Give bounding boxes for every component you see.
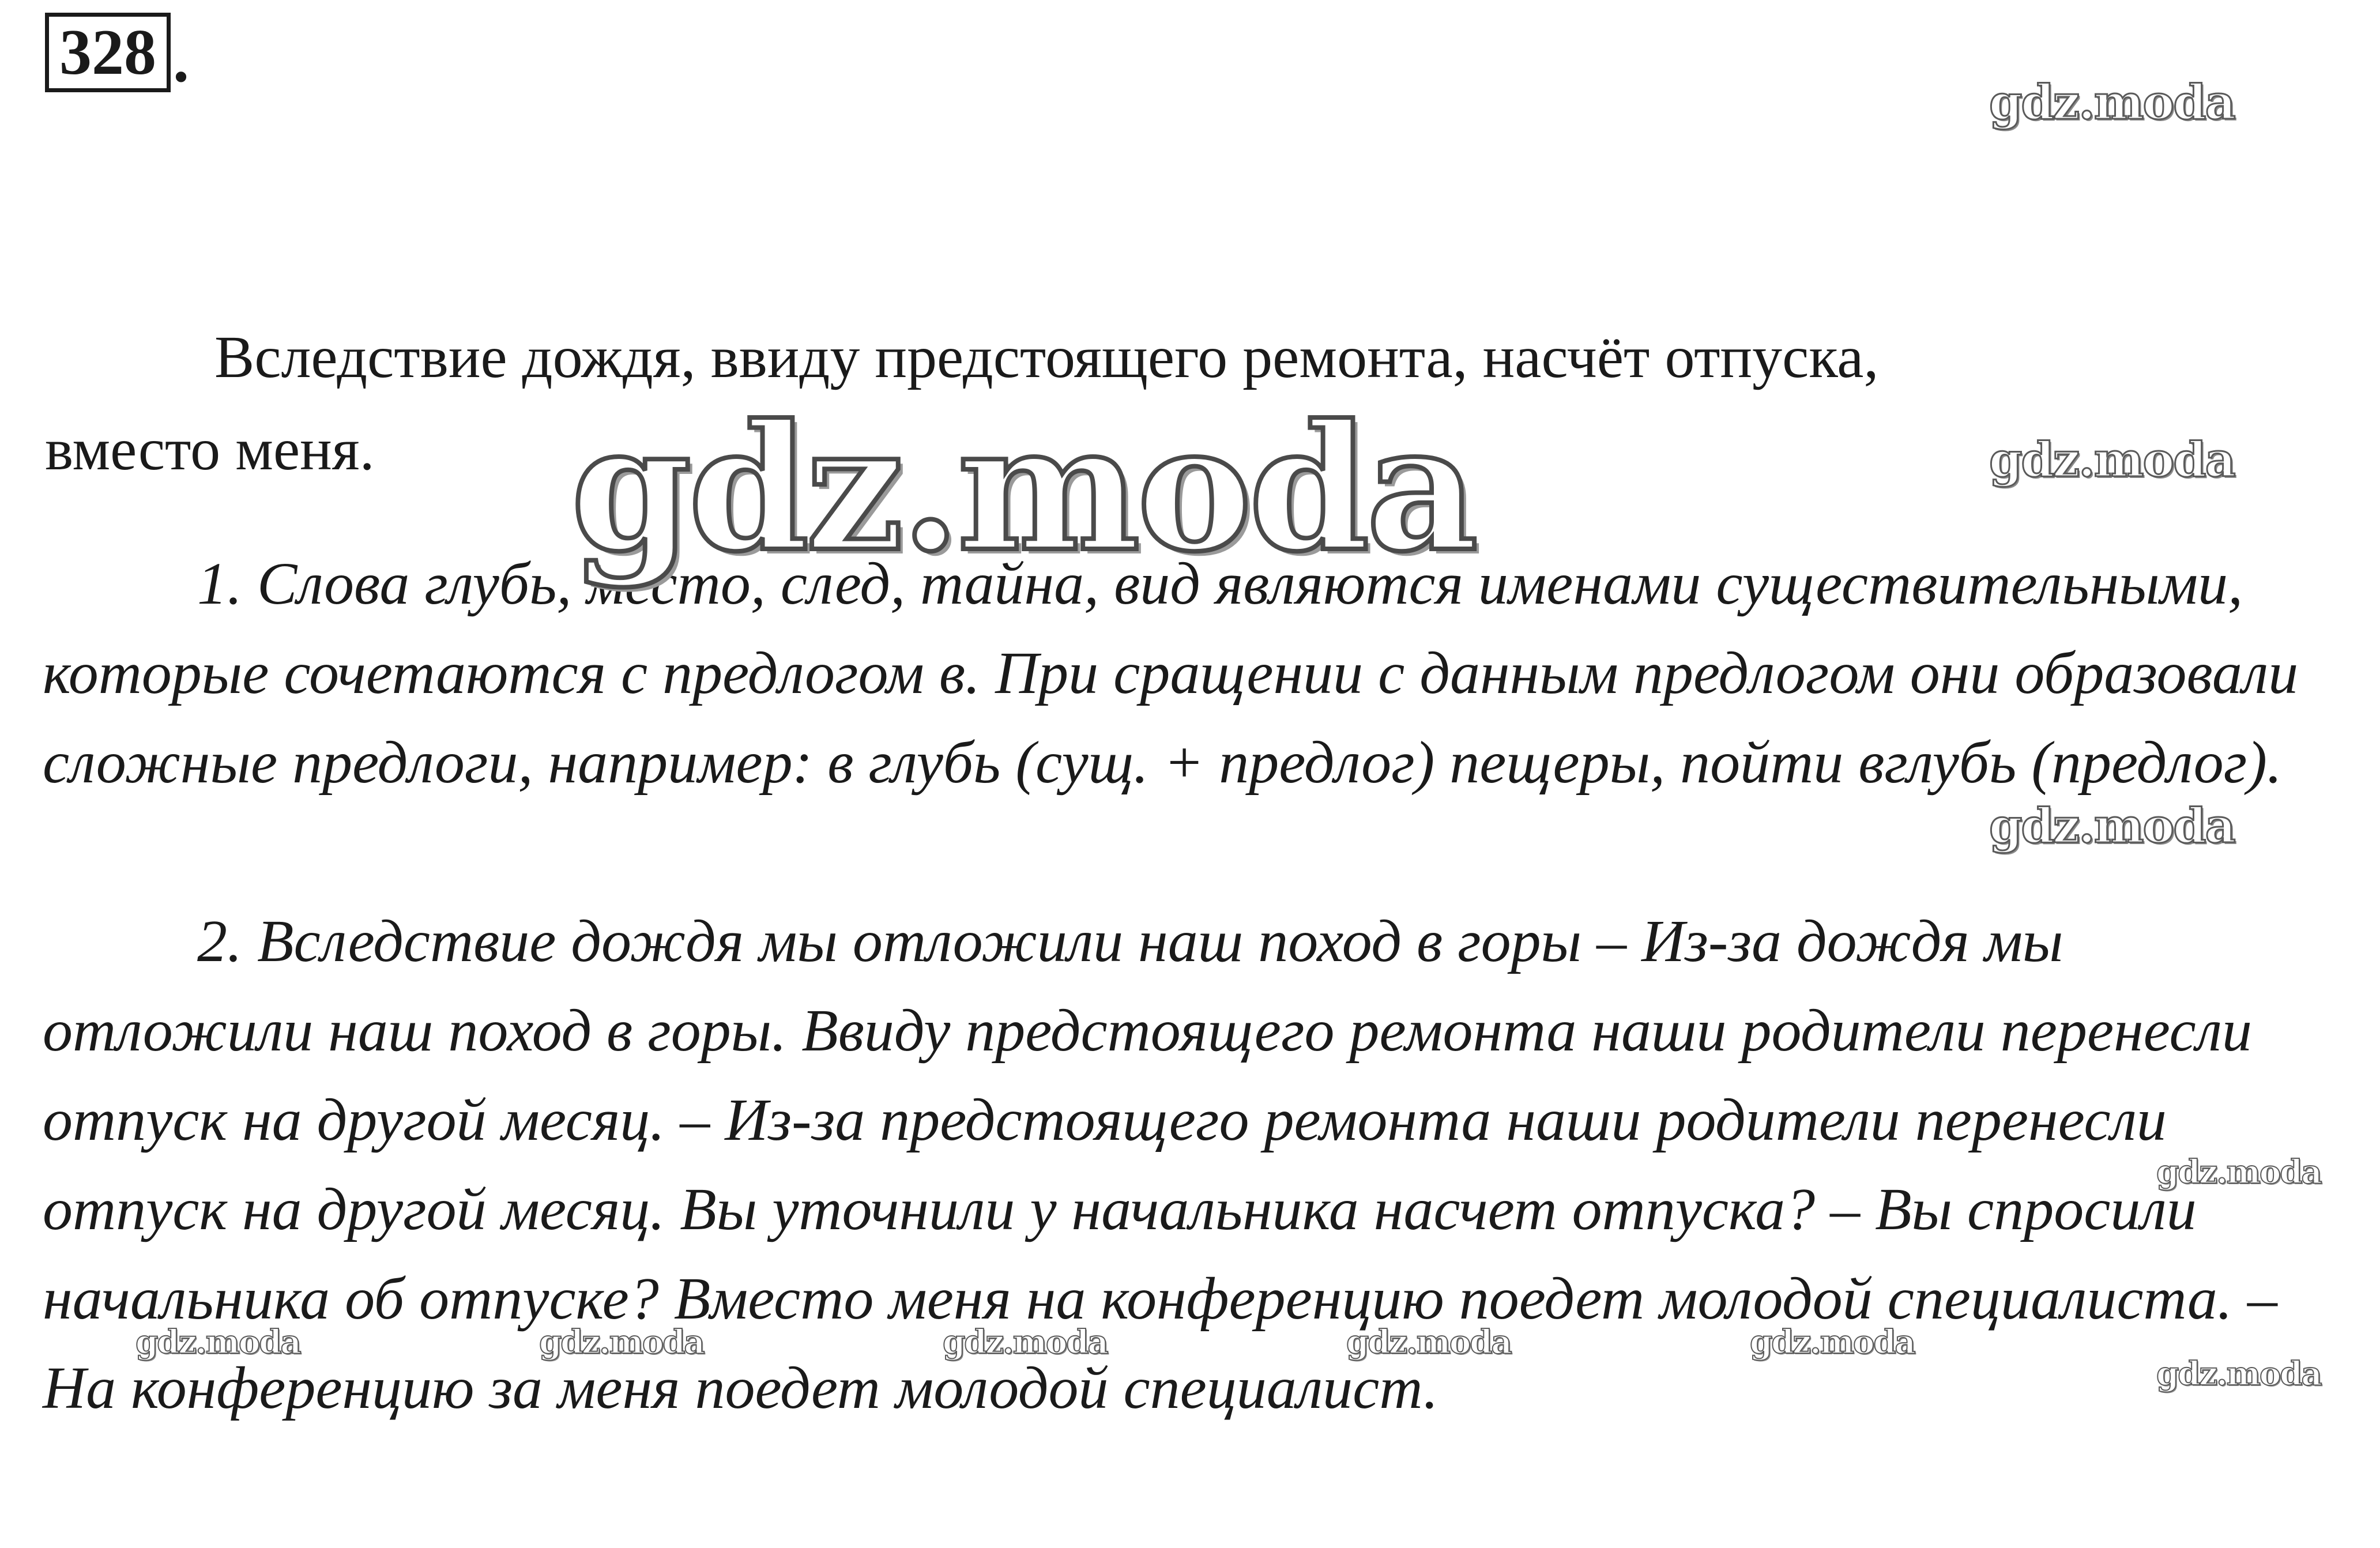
answer-line-2: вместо меня. [45, 416, 375, 483]
watermark-large: gdz.moda [571, 386, 1475, 590]
watermark: gdz.moda [1989, 799, 2235, 854]
watermark: gdz.moda [1989, 432, 2235, 488]
task-number-dot: . [173, 24, 189, 96]
watermark: gdz.moda [2156, 1355, 2321, 1393]
answer-line-1: Вследствие дождя, ввиду предстоящего ремонта, насчёт отпуска, [214, 324, 1879, 390]
watermark: gdz.moda [135, 1323, 300, 1361]
watermark: gdz.moda [2156, 1153, 2321, 1191]
explanation-paragraph-2: 2. Вследствие дождя мы отложили наш поход в горы – Из-за дождя мы отложили наш поход в горы. Ввиду предстоящего ремонта наши родители перенесли отпуск на другой месяц. – Из-за предстоящего ремонта наши родители перенесли отпуск на другой месяц. Вы уточнили у начальника насчет отпуска? – Вы спросили начальника об отпуске? Вместо меня на конференцию поедет молодой специалиста. – На конференцию за меня поедет молодой специалист. [43, 908, 2277, 1421]
watermark: gdz.moda [539, 1323, 704, 1361]
watermark: gdz.moda [1750, 1323, 1915, 1361]
explanation-paragraph-1: 1. Слова глубь, место, след, тайна, вид являются именами существительными, которые сочетаются с предлогом в. При сращении с данным предлогом они образовали сложные предлоги, например: в глубь (сущ. + предлог) пещеры, пойти вглубь (предлог). [43, 551, 2299, 796]
watermark: gdz.moda [1346, 1323, 1511, 1361]
watermark: gdz.moda [943, 1323, 1108, 1361]
task-number [45, 13, 189, 96]
watermark: gdz.moda [1989, 75, 2235, 130]
task-number-box: 328 [45, 13, 171, 92]
